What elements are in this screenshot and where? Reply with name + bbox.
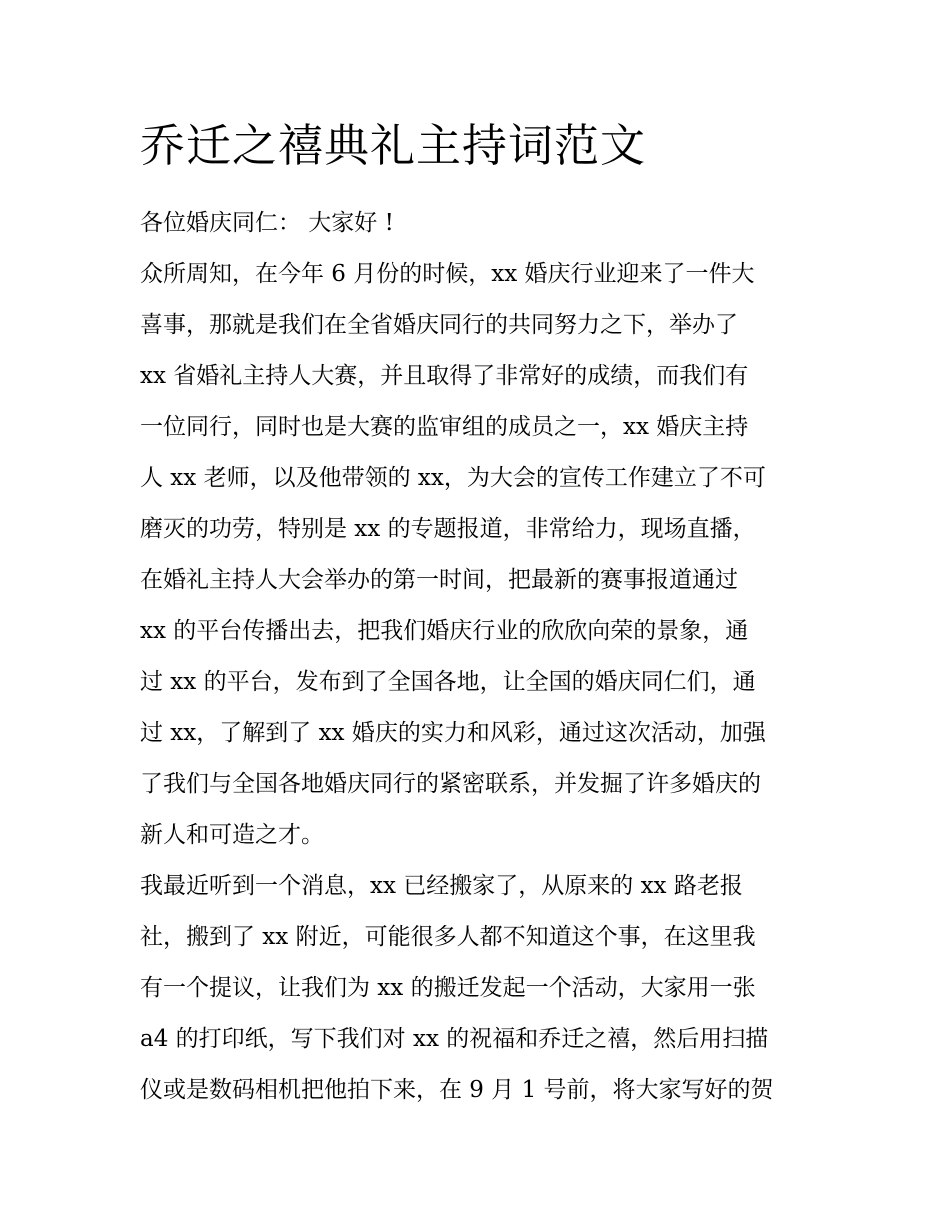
paragraph-line: 过 xx，了解到了 xx 婚庆的实力和风彩，通过这次活动，加强	[140, 720, 766, 746]
document-title: 乔迁之禧典礼主持词范文	[140, 119, 647, 172]
paragraph-line: 我最近听到一个消息，xx 已经搬家了，从原来的 xx 路老报	[140, 873, 743, 899]
paragraph-line: 众所周知，在今年 6 月份的时候，xx 婚庆行业迎来了一件大	[140, 261, 755, 287]
paragraph-line: 有一个提议，让我们为 xx 的搬迁发起一个活动，大家用一张	[140, 975, 756, 1001]
paragraph-line: 过 xx 的平台，发布到了全国各地，让全国的婚庆同仁们，通	[140, 669, 756, 695]
paragraph-line: 人 xx 老师，以及他带领的 xx，为大会的宣传工作建立了不可	[140, 465, 766, 491]
salutation-line: 各位婚庆同仁： 大家好 !	[140, 210, 394, 236]
paragraph-line: 磨灭的功劳，特别是 xx 的专题报道，非常给力，现场直播，	[140, 516, 756, 542]
paragraph-line: xx 的平台传播出去，把我们婚庆行业的欣欣向荣的景象，通	[140, 618, 749, 644]
paragraph-line: xx 省婚礼主持人大赛，并且取得了非常好的成绩，而我们有	[140, 363, 749, 389]
paragraph-line: a4 的打印纸，写下我们对 xx 的祝福和乔迁之禧，然后用扫描	[140, 1026, 769, 1052]
paragraph-line: 社，搬到了 xx 附近，可能很多人都不知道这个事，在这里我	[140, 924, 756, 950]
paragraph-line: 仪或是数码相机把他拍下来，在 9 月 1 号前，将大家写好的贺	[140, 1077, 774, 1103]
paragraph-line: 喜事，那就是我们在全省婚庆同行的共同努力之下，举办了	[140, 312, 738, 338]
document-body	[140, 201, 830, 1119]
paragraph-line: 新人和可造之才。	[140, 822, 324, 848]
paragraph-line: 了我们与全国各地婚庆同行的紧密联系，并发掘了许多婚庆的	[140, 771, 761, 797]
paragraph-line: 在婚礼主持人大会举办的第一时间，把最新的赛事报道通过	[140, 567, 738, 593]
paragraph-line: 一位同行，同时也是大赛的监审组的成员之一，xx 婚庆主持	[140, 414, 749, 440]
